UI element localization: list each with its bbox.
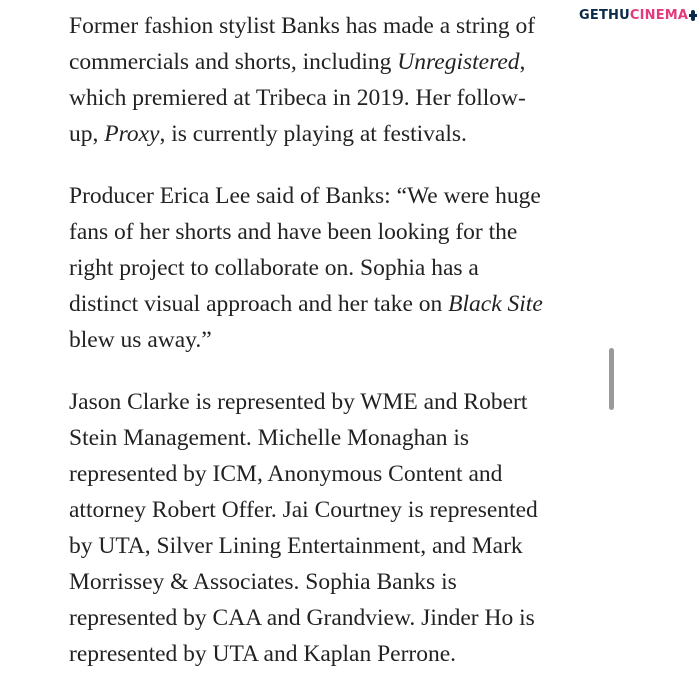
text-line: Jason Clarke is represented by WME and Robert [69, 389, 528, 415]
text-line: represented by ICM, Anonymous Content and [69, 461, 503, 487]
paragraph-banks-background [69, 8, 629, 152]
text-line: blew us away.” [69, 327, 212, 353]
text-line: Former fashion stylist Banks has made a string of [69, 13, 536, 39]
text-line [69, 116, 629, 152]
paragraph-producer-quote [69, 178, 629, 358]
film-title-black-site: Black Site [448, 291, 543, 317]
text-line: right project to collaborate on. Sophia has a [69, 255, 479, 281]
text-line: Producer Erica Lee said of Banks: “We were huge [69, 183, 541, 209]
watermark-text-part1: GETHU [579, 7, 630, 23]
text-segment: distinct visual approach and her take on [69, 291, 449, 317]
text-line: fans of her shorts and have been looking for the [69, 219, 518, 245]
text-segment: , [519, 49, 526, 75]
text-line [69, 44, 629, 80]
paragraph-representation [69, 384, 629, 672]
text-line: attorney Robert Offer. Jai Courtney is represented [69, 497, 538, 523]
text-line: which premiered at Tribeca in 2019. Her follow- [69, 85, 526, 111]
film-title-unregistered: Unregistered [397, 49, 520, 75]
text-line: represented by CAA and Grandview. Jinder Ho is [69, 605, 535, 631]
text-line: represented by UTA and Kaplan Perrone. [69, 641, 457, 667]
text-line: by UTA, Silver Lining Entertainment, and Mark [69, 533, 523, 559]
text-line [69, 286, 629, 322]
film-strip-icon [691, 10, 695, 21]
text-segment: commercials and shorts, including [69, 49, 398, 75]
text-segment: up, [69, 121, 105, 147]
article-body [69, 8, 629, 698]
watermark-text-part2: CINEMA [629, 7, 689, 23]
text-line: Stein Management. Michelle Monaghan is [69, 425, 470, 451]
text-segment: , is currently playing at festivals. [159, 121, 467, 147]
film-title-proxy: Proxy [104, 121, 160, 147]
vertical-scrollbar-thumb[interactable] [609, 348, 614, 410]
text-line: Morrissey & Associates. Sophia Banks is [69, 569, 457, 595]
gethucinema-watermark-logo [576, 4, 689, 26]
